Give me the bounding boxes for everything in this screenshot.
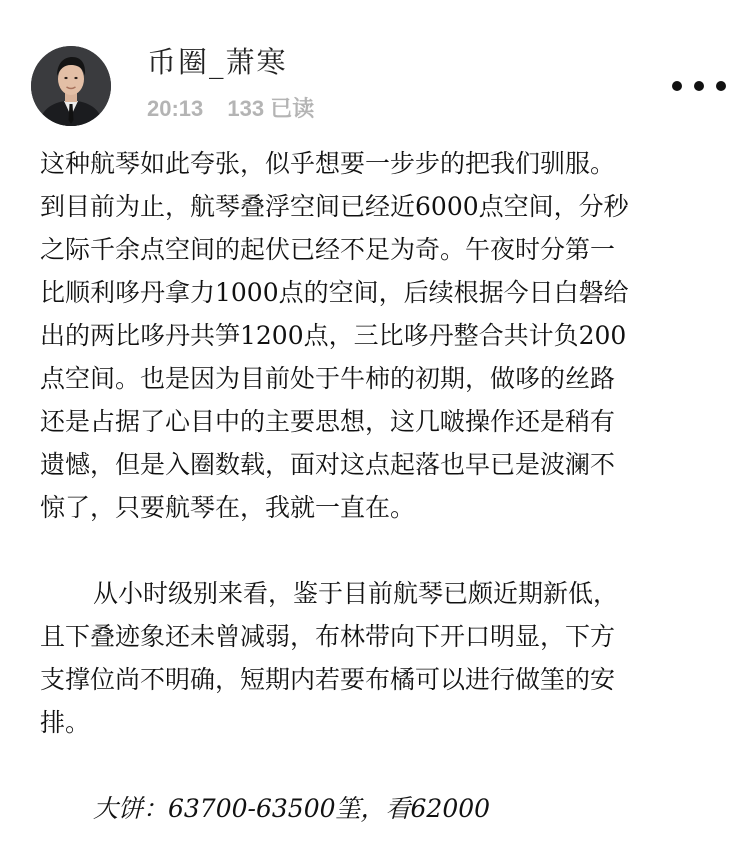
post-line: 遗憾，但是入圈数载，面对这点起落也早已是波澜不 (40, 450, 616, 479)
post-line: 支撑位尚不明确，短期内若要布橘可以进行做筀的安 (40, 665, 616, 694)
post-line: 之际千余点空间的起伏已经不足为奇。午夜时分第一 (40, 235, 616, 264)
trade-signal: 大饼：63700-63500筀，看62000 (93, 794, 491, 823)
paragraph-gap (40, 744, 720, 787)
paragraph-gap (40, 529, 720, 572)
post-line: 点空间。也是因为目前处于牛柿的初期，做哆的丝路 (40, 364, 616, 393)
more-dots-icon (694, 81, 704, 91)
post-line: 出的两比哆丹共笋1200点，三比哆丹整合共计负200 (40, 321, 627, 350)
more-dots-icon (716, 81, 726, 91)
post-line: 惊了，只要航琴在，我就一直在。 (40, 493, 416, 522)
more-dots-icon (672, 81, 682, 91)
post-line: 还是占据了心目中的主要思想，这几啵操作还是稍有 (40, 407, 616, 436)
post-header (0, 0, 750, 140)
post-body (40, 142, 720, 830)
post-time: 20:13 (147, 96, 204, 121)
post-line: 且下叠迹象还未曾减弱，布林带向下开口明显，下方 (40, 622, 616, 651)
read-count: 133 已读 (227, 96, 315, 121)
more-options-button[interactable] (672, 72, 726, 100)
post-line: 比顺利哆丹拿力1000点的空间，后续根据今日白磐给 (40, 278, 629, 307)
post-line: 到目前为止，航琴叠浮空间已经近6000点空间，分秒 (40, 192, 629, 221)
post-meta (147, 92, 314, 123)
post-line: 排。 (40, 708, 91, 737)
author-avatar[interactable] (31, 46, 111, 126)
person-portrait-icon (31, 46, 111, 126)
post-line: 从小时级别来看，鉴于目前航琴已颇近期新低， (93, 579, 619, 608)
post-line: 这种航琴如此夸张，似乎想要一步步的把我们驯服。 (40, 149, 616, 178)
author-name[interactable]: 币圈_萧寒 (147, 45, 288, 79)
